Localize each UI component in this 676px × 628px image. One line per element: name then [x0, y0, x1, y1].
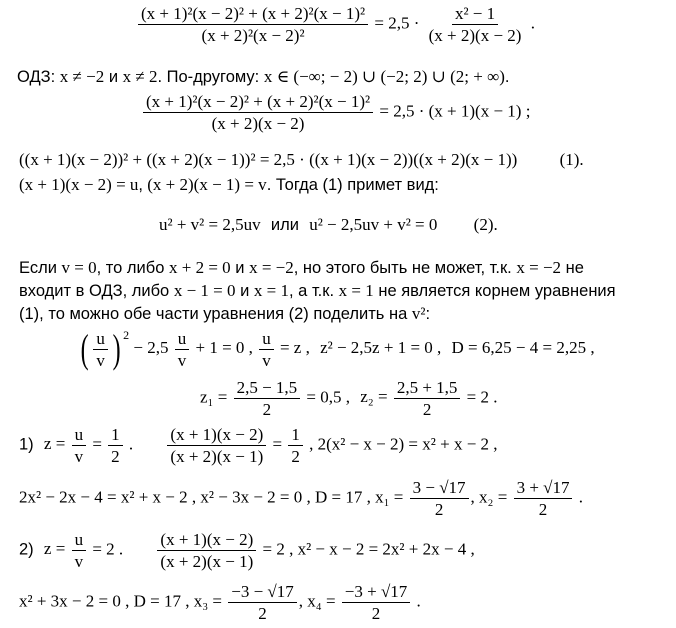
equation-line-14: [19, 530, 475, 571]
fraction-u-over-v: [259, 329, 274, 370]
text: (1), то можно обе части уравнения (2) поделить на: [19, 305, 408, 323]
equation-text: = 0,5 ,: [306, 387, 350, 407]
text: :: [425, 305, 431, 323]
fraction: [342, 582, 411, 623]
text: Если: [19, 259, 57, 277]
equation-text: u² + v² = 2,5uv: [159, 215, 261, 234]
equation-line-13: [19, 478, 583, 519]
fraction-denominator: v: [74, 447, 84, 466]
paragraph-line-8: [19, 281, 616, 301]
text: , то либо: [96, 259, 165, 277]
math-inline: v = 0: [61, 258, 97, 277]
equation-text: .: [416, 591, 421, 611]
equation-text: x₂ =: [479, 487, 508, 507]
equation-text: = z ,: [279, 338, 310, 357]
text: и: [108, 68, 119, 86]
equation-line-12: [19, 425, 498, 466]
equation-text: .: [128, 434, 134, 454]
text: , а т.к.: [289, 282, 335, 300]
text: входит в ОДЗ, либо: [19, 282, 170, 300]
paren-close: ): [112, 326, 121, 372]
text: . Тогда (1) примет вид:: [266, 176, 439, 194]
fraction-denominator: 2: [111, 447, 120, 466]
equation-text: .: [530, 13, 535, 33]
fraction: [157, 530, 256, 571]
text: ,: [138, 176, 144, 194]
fraction-lhs: [143, 92, 373, 133]
fraction-lhs: [138, 4, 368, 45]
fraction: [234, 378, 301, 419]
fraction: [228, 582, 297, 623]
fraction-numerator: u: [93, 329, 108, 350]
fraction: [394, 378, 461, 419]
equation-text: x² + 3x − 2 = 0 , D = 17 ,: [19, 591, 190, 611]
equation-text: =: [272, 434, 283, 454]
exponent: 2: [123, 328, 130, 342]
equation-line-6: [159, 215, 498, 235]
fraction: [72, 530, 87, 571]
equation-text: z =: [43, 434, 66, 454]
substitution-line: [19, 175, 439, 195]
math-inline: x + 2 = 0: [168, 258, 231, 277]
equation-text: 2x² − 2x − 4 = x² + x − 2 , x² − 3x − 2 = 0 , D = 17 ,: [19, 487, 371, 507]
fraction: [288, 425, 303, 466]
text: не: [565, 259, 584, 277]
text: .: [504, 68, 510, 86]
math-inline: x ≠ 2: [122, 67, 158, 86]
math-inline: x ≠ −2: [59, 67, 105, 86]
fraction-denominator: 2: [422, 400, 432, 419]
math-inline: x = −2: [249, 258, 294, 277]
math-inline: (x + 2)(x − 1) = v: [147, 175, 267, 194]
equation-text: ,: [298, 591, 304, 611]
paren-open: (: [80, 326, 89, 372]
equation-line-3: [141, 92, 530, 133]
fraction-numerator: u: [175, 329, 190, 350]
equation-text: x₃ =: [193, 591, 222, 611]
fraction-denominator: 2: [434, 500, 444, 519]
fraction-numerator: −3 − √17: [228, 582, 297, 603]
equation-line-15: [19, 582, 421, 623]
text: или: [270, 216, 299, 234]
equation-text: z² − 2,5z + 1 = 0 ,: [320, 338, 442, 357]
equation-text: =: [92, 434, 102, 454]
math-inline: x = −2: [516, 258, 562, 277]
fraction-denominator: (x + 2)(x − 1): [170, 447, 264, 466]
fraction-denominator: 2: [262, 400, 272, 419]
equation-text: + 1 = 0 ,: [195, 338, 253, 357]
equation-text: x₄ =: [307, 591, 336, 611]
fraction-u-over-v: [175, 329, 190, 370]
fraction-denominator: (x + 2)(x − 2): [428, 26, 522, 45]
text: . По-другому:: [157, 68, 260, 86]
fraction: [108, 425, 123, 466]
equation-text: .: [578, 487, 583, 507]
paragraph-line-9: [19, 304, 430, 324]
text: и: [235, 259, 245, 277]
equation-number: (1).: [559, 150, 584, 169]
fraction-numerator: x² − 1: [452, 4, 498, 25]
case-number: 2): [19, 540, 34, 559]
equation-line-4: [19, 150, 584, 170]
fraction-numerator: 1: [288, 425, 303, 446]
equation-text: = 2 .: [466, 387, 498, 407]
fraction: [72, 425, 87, 466]
fraction-denominator: (x + 2)(x − 1): [160, 552, 254, 571]
equation-text: z₂ =: [360, 387, 388, 407]
equation-text: x₁ =: [375, 487, 404, 507]
math-inline: x = 1: [253, 281, 290, 300]
equation-text: ((x + 1)(x − 2))² + ((x + 2)(x − 1))² = 2,5 · ((x + 1)(x − 2))((x + 2)(x − 1)): [19, 150, 518, 169]
equation-number: (2).: [473, 215, 498, 234]
fraction-rhs: [426, 4, 525, 45]
equation-text: D = 6,25 − 4 = 2,25 ,: [451, 338, 595, 357]
text-odz-label: ОДЗ:: [17, 68, 56, 86]
fraction-numerator: (x + 1)²(x − 2)² + (x + 2)²(x − 1)²: [143, 92, 373, 113]
equation-text: = 2,5 · (x + 1)(x − 1) ;: [379, 101, 531, 121]
equation-text: = 2 , x² − x − 2 = 2x² + 2x − 4 ,: [262, 539, 475, 559]
fraction-denominator: 2: [291, 447, 300, 466]
equation-line-10: [78, 325, 595, 370]
fraction-denominator: 2: [538, 500, 548, 519]
equation-text: ,: [470, 487, 475, 507]
fraction-numerator: u: [259, 329, 274, 350]
fraction-numerator: −3 + √17: [342, 582, 411, 603]
fraction-u-over-v: [93, 329, 108, 370]
equation-text: z =: [43, 539, 66, 559]
fraction-numerator: (x + 1)(x − 2): [157, 530, 256, 551]
fraction-denominator: v: [74, 552, 84, 571]
equation-text: u² − 2,5uv + v² = 0: [309, 215, 438, 234]
equation-text: − 2,5: [133, 338, 169, 357]
equation-text: z₁ =: [200, 387, 228, 407]
equation-text: , 2(x² − x − 2) = x² + x − 2 ,: [309, 434, 498, 454]
text: не является корнем уравнения: [378, 282, 616, 300]
math-inline: (x + 1)(x − 2) = u: [19, 175, 139, 194]
fraction-numerator: 3 + √17: [514, 478, 573, 499]
equation-text: = 2 .: [92, 539, 124, 559]
fraction-numerator: 1: [108, 425, 123, 446]
fraction-numerator: 2,5 + 1,5: [394, 378, 461, 399]
paragraph-line-7: [19, 258, 584, 278]
fraction-denominator: v: [262, 350, 271, 370]
fraction: [410, 478, 469, 519]
case-number: 1): [19, 435, 34, 454]
fraction-numerator: (x + 1)(x − 2): [167, 425, 266, 446]
equation-line-11: [200, 378, 498, 419]
text: и: [240, 282, 250, 300]
fraction: [167, 425, 266, 466]
math-inline: x − 1 = 0: [173, 281, 236, 300]
equation-text: = 2,5 ·: [374, 13, 420, 33]
domain-line: [17, 67, 509, 87]
fraction-numerator: (x + 1)²(x − 2)² + (x + 2)²(x − 1)²: [138, 4, 368, 25]
text: , но этого быть не может, т.к.: [293, 259, 512, 277]
fraction-denominator: 2: [258, 604, 267, 623]
fraction-numerator: u: [72, 425, 87, 446]
fraction-denominator: (x + 2)(x − 2): [211, 114, 305, 133]
equation-line-1: [136, 4, 535, 45]
math-inline: v²: [411, 304, 426, 323]
fraction-numerator: 3 − √17: [410, 478, 469, 499]
fraction: [514, 478, 573, 519]
math-inline: x ∈ (−∞; − 2) ∪ (−2; 2) ∪ (2; + ∞): [263, 67, 505, 86]
fraction-denominator: v: [96, 350, 105, 370]
fraction-numerator: 2,5 − 1,5: [234, 378, 301, 399]
fraction-denominator: 2: [371, 604, 381, 623]
math-inline: x = 1: [338, 281, 374, 300]
fraction-numerator: u: [72, 530, 87, 551]
fraction-denominator: (x + 2)²(x − 2)²: [201, 26, 305, 45]
fraction-denominator: v: [177, 350, 187, 370]
